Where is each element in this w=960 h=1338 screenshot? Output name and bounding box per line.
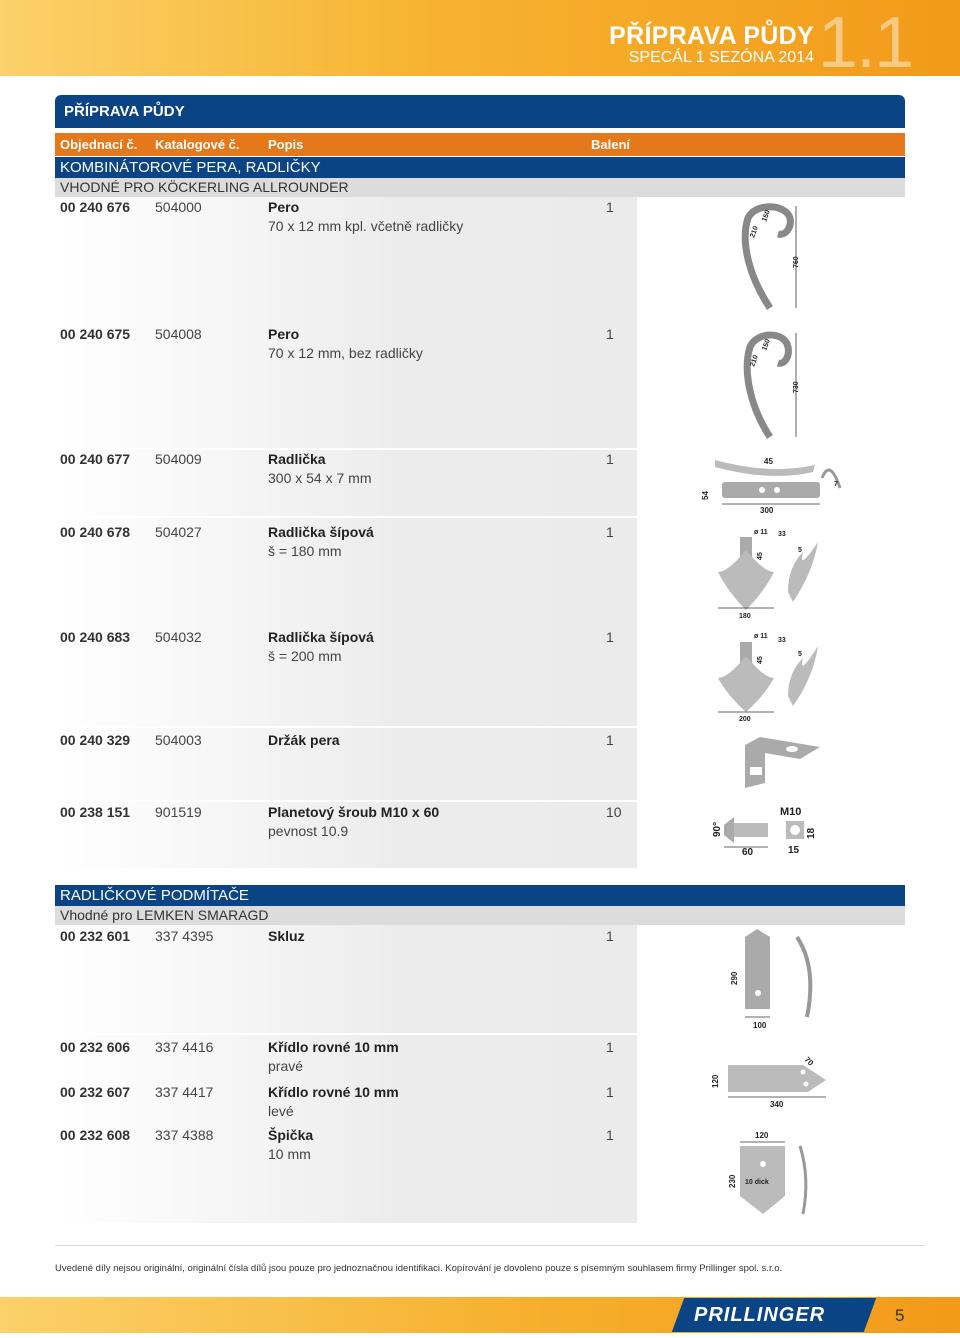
svg-text:90°: 90° (712, 821, 723, 837)
svg-text:45: 45 (757, 656, 764, 664)
svg-text:33: 33 (778, 637, 786, 644)
svg-text:210: 210 (749, 225, 760, 239)
arrow-share-drawing (708, 628, 833, 724)
section-subtitle: VHODNÉ PRO KÖCKERLING ALLROUNDER (55, 178, 905, 197)
svg-text:ø 11: ø 11 (754, 529, 768, 536)
svg-text:5: 5 (798, 547, 802, 554)
svg-text:120: 120 (755, 1131, 769, 1140)
holder-drawing (740, 733, 830, 791)
svg-text:300: 300 (760, 506, 774, 515)
section-title: KOMBINÁTOROVÉ PERA, RADLIČKY (55, 157, 905, 178)
section-subtitle: Vhodné pro LEMKEN SMARAGD (55, 906, 905, 925)
svg-text:150: 150 (761, 338, 772, 352)
brand-logo: PRILLINGER (694, 1304, 826, 1326)
svg-text:ø 11: ø 11 (754, 633, 768, 640)
col-catalog: Katalogové č. (155, 137, 240, 152)
footer-divider (55, 1245, 925, 1246)
tip-drawing (725, 1128, 825, 1220)
svg-text:15: 15 (788, 845, 800, 856)
header-title: PŘÍPRAVA PŮDY (609, 22, 814, 50)
svg-text:200: 200 (739, 716, 751, 723)
svg-text:45: 45 (757, 552, 764, 560)
svg-text:120: 120 (711, 1074, 720, 1088)
section-title: RADLIČKOVÉ PODMÍTAČE (55, 885, 905, 906)
header-band (0, 0, 960, 76)
header-subtitle: SPECÁL 1 SEZÓNA 2014 (628, 49, 814, 66)
tine-drawing (730, 198, 810, 318)
svg-text:70: 70 (802, 1055, 816, 1068)
chapter-number: 1.1 (817, 3, 912, 83)
svg-text:210: 210 (749, 354, 760, 368)
svg-text:230: 230 (728, 1174, 737, 1188)
svg-text:290: 290 (730, 971, 739, 985)
svg-text:340: 340 (770, 1100, 784, 1109)
svg-text:730: 730 (793, 381, 800, 393)
wing-drawing (708, 1050, 833, 1110)
svg-text:10 dick: 10 dick (745, 1179, 769, 1186)
footer-note: Uvedené díly nejsou originální, originální čísla dílů jsou pouze pro jednoznačnou identifikaci. Kopírování je dovoleno pouze s písemným souhlasem firmy Prillinger spol. s.r.o. (55, 1263, 783, 1274)
page-number: 5 (895, 1306, 905, 1325)
skid-drawing (725, 927, 825, 1032)
tine-drawing (730, 325, 810, 445)
svg-text:33: 33 (778, 531, 786, 538)
col-desc: Popis (268, 137, 304, 152)
col-pack: Balení (591, 137, 631, 152)
share-drawing (700, 450, 845, 518)
svg-text:7: 7 (834, 481, 838, 488)
page-title: PŘÍPRAVA PŮDY (55, 95, 905, 128)
row-background (55, 925, 637, 1033)
table-header (55, 133, 905, 156)
svg-text:54: 54 (701, 491, 710, 500)
svg-text:60: 60 (742, 847, 754, 858)
svg-text:5: 5 (798, 651, 802, 658)
svg-text:150: 150 (761, 209, 772, 223)
svg-text:18: 18 (806, 827, 817, 839)
svg-text:100: 100 (753, 1021, 767, 1030)
svg-text:M10: M10 (780, 806, 802, 818)
row-background (55, 728, 637, 800)
col-order: Objednací č. (60, 137, 138, 152)
svg-text:180: 180 (739, 613, 751, 620)
bolt-drawing (706, 803, 826, 858)
svg-text:760: 760 (793, 256, 800, 268)
svg-text:45: 45 (764, 457, 773, 466)
arrow-share-drawing (708, 522, 833, 622)
